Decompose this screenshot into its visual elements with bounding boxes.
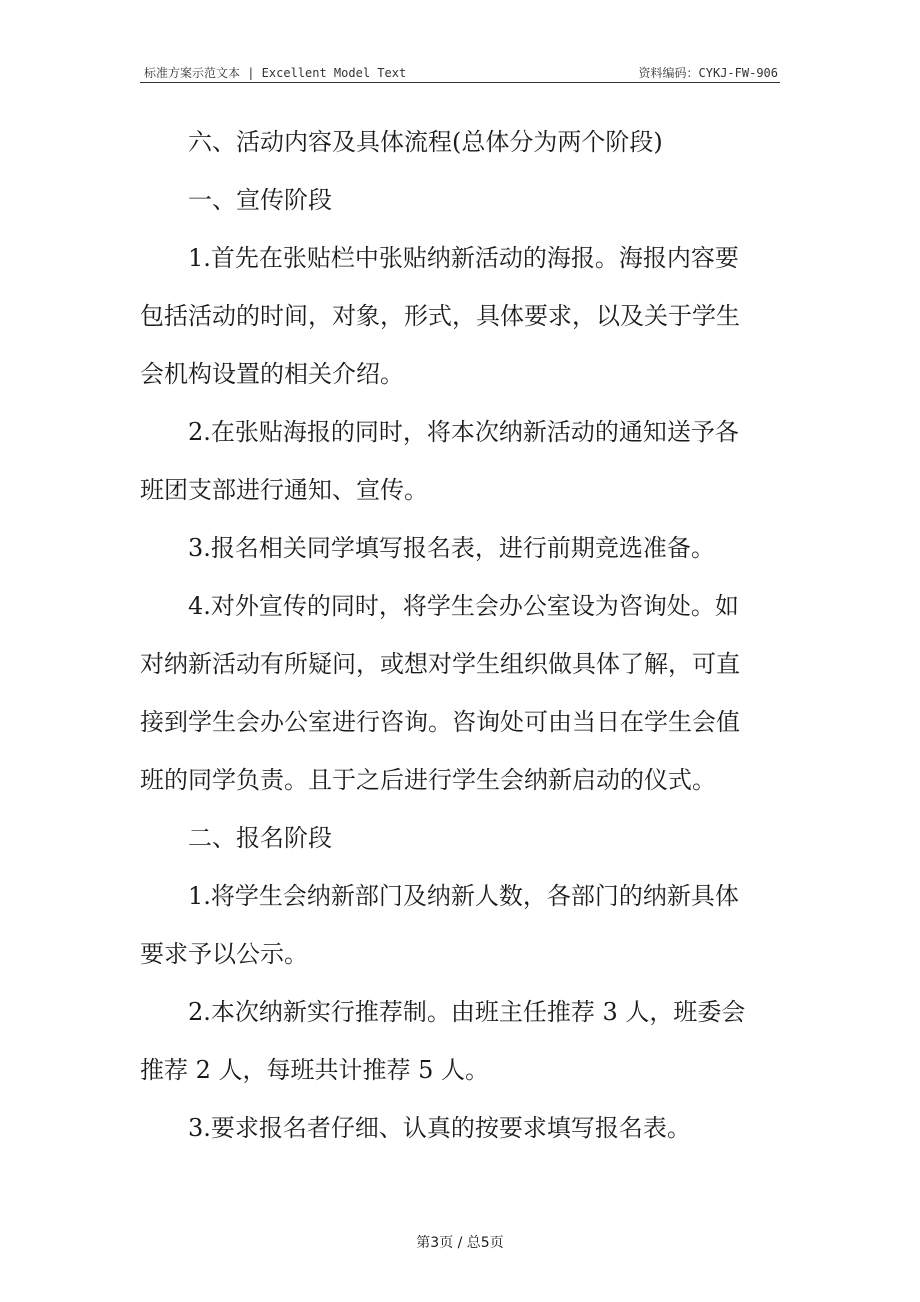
paragraph-line: 4.对外宣传的同时，将学生会办公室设为咨询处。如: [188, 592, 739, 620]
section-heading-activity-content: 六、活动内容及具体流程(总体分为两个阶段): [188, 128, 663, 156]
paragraph-line: 要求予以公示。: [140, 940, 308, 968]
page-header: [140, 62, 780, 83]
section-heading-registration-stage: 二、报名阶段: [188, 824, 332, 852]
paragraph-line: 接到学生会办公室进行咨询。咨询处可由当日在学生会值: [140, 708, 740, 736]
paragraph-line: 1.将学生会纳新部门及纳新人数，各部门的纳新具体: [188, 882, 739, 910]
page-number: 第3页 / 总5页: [416, 1235, 504, 1251]
paragraph-line: 会机构设置的相关介绍。: [140, 360, 404, 388]
paragraph-line: 推荐 2 人，每班共计推荐 5 人。: [140, 1056, 490, 1084]
paragraph-line: 2.本次纳新实行推荐制。由班主任推荐 3 人，班委会: [188, 998, 746, 1026]
header-document-code: 资料编码：CYKJ-FW-906: [638, 66, 778, 80]
paragraph-line: 班的同学负责。且于之后进行学生会纳新启动的仪式。: [140, 766, 716, 794]
paragraph-line: 班团支部进行通知、宣传。: [140, 476, 428, 504]
header-title: 标准方案示范文本 | Excellent Model Text: [144, 66, 407, 80]
paragraph-line: 对纳新活动有所疑问，或想对学生组织做具体了解，可直: [140, 650, 740, 678]
paragraph-line: 包括活动的时间，对象，形式，具体要求，以及关于学生: [140, 302, 740, 330]
document-body: [140, 113, 780, 1157]
paragraph-line: 3.要求报名者仔细、认真的按要求填写报名表。: [188, 1114, 691, 1142]
section-heading-publicity-stage: 一、宣传阶段: [188, 186, 332, 214]
paragraph-line: 1.首先在张贴栏中张贴纳新活动的海报。海报内容要: [188, 244, 739, 272]
paragraph-line: 2.在张贴海报的同时，将本次纳新活动的通知送予各: [188, 418, 739, 446]
paragraph-line: 3.报名相关同学填写报名表，进行前期竞选准备。: [188, 534, 715, 562]
